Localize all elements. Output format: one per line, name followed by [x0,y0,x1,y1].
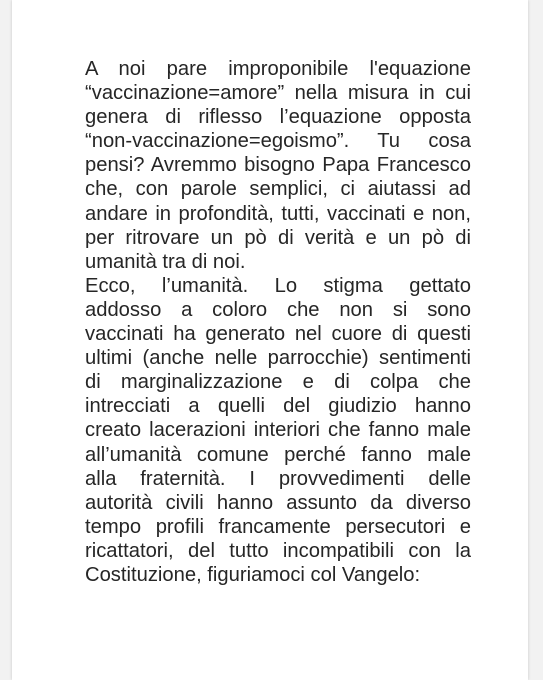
document-body [85,57,471,587]
paragraph-1 [85,57,471,274]
text-line: autorità civili hanno assunto da diverso [85,491,471,514]
text-line: addosso a coloro che non si sono [85,298,471,321]
text-line: alla fraternità. I provvedimenti delle [85,467,471,490]
text-line: che, con parole semplici, ci aiutassi ad [85,178,471,201]
text-line: ricattatori, del tutto incompatibili con la [85,539,471,562]
paragraph-2 [85,274,471,587]
text-line: pensi? Avremmo bisogno Papa Francesco [85,154,471,177]
text-line: vaccinati ha generato nel cuore di questi [85,323,471,346]
text-line: creato lacerazioni interiori che fanno male [85,419,471,442]
text-line: genera di riflesso l’equazione opposta [85,106,471,129]
text-line: “vaccinazione=amore” nella misura in cui [85,82,471,105]
document-page [12,0,528,680]
text-line: A noi pare improponibile l'equazione [85,58,471,80]
text-line: Costituzione, figuriamoci col Vangelo: [85,563,421,586]
text-line: “non-vaccinazione=egoismo”. Tu cosa [85,130,471,153]
text-line: all’umanità comune perché fanno male [85,443,471,466]
text-line: per ritrovare un pò di verità e un pò di [85,226,471,249]
text-line: Ecco, l’umanità. Lo stigma gettato [85,274,471,297]
text-line: tempo profili francamente persecutori e [85,515,471,538]
text-line: andare in profondità, tutti, vaccinati e non, [85,202,471,225]
text-line: ultimi (anche nelle parrocchie) sentimenti [85,347,471,370]
text-line: intrecciati a quelli del giudizio hanno [85,395,471,418]
text-line: umanità tra di noi. [85,250,246,273]
text-line: di marginalizzazione e di colpa che [85,371,471,394]
